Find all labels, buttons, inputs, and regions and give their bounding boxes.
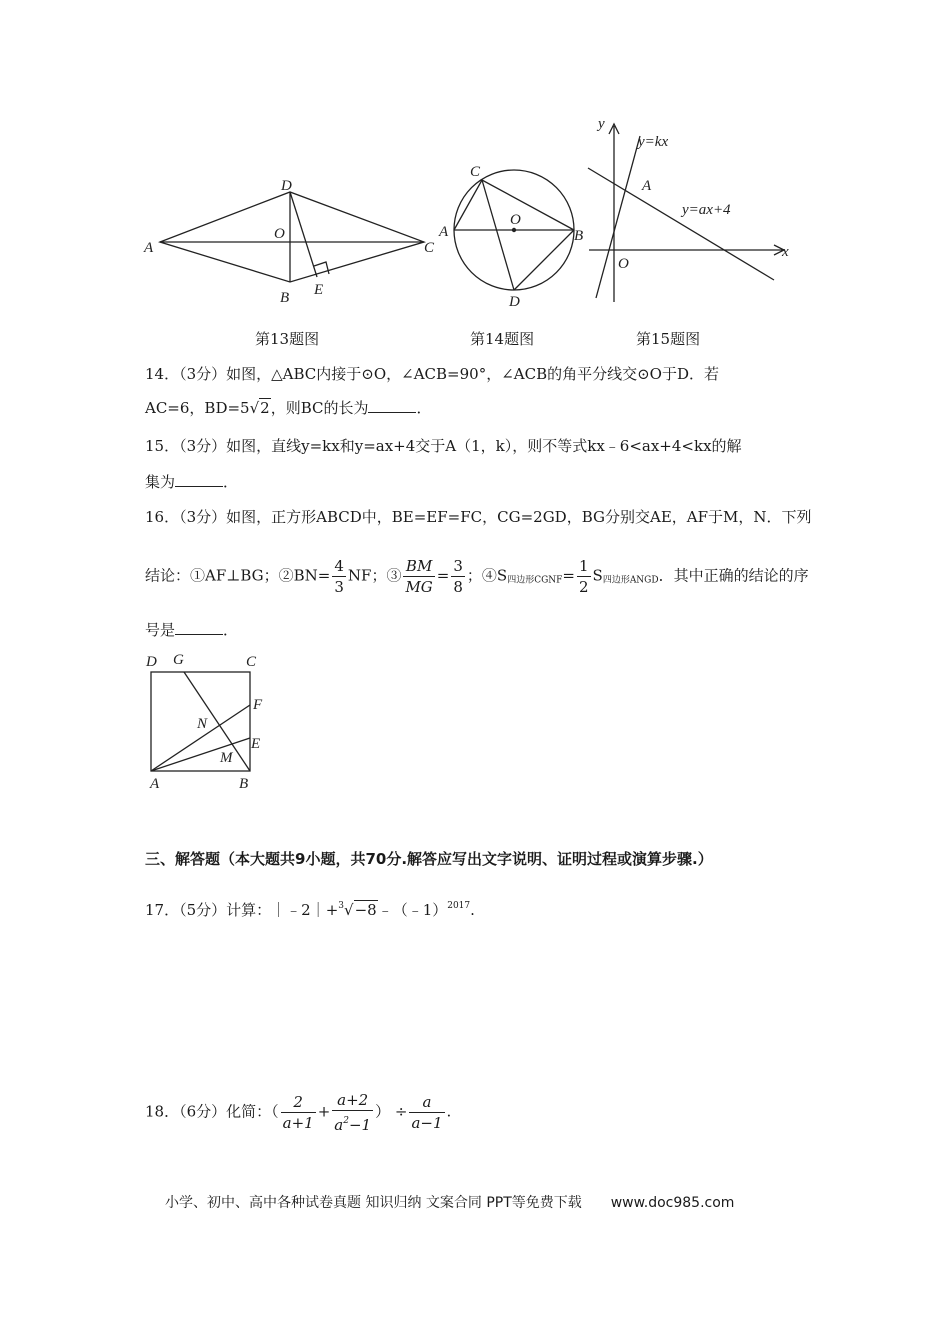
- fig16-label-g: G: [173, 652, 184, 668]
- fig16-label-d: D: [146, 654, 157, 670]
- figure-16: [140, 648, 280, 798]
- q16-frac-1-2: $\frac{1}{2}$: [578, 557, 589, 596]
- section3-heading: 三、解答题（本大题共9小题，共70分.解答应写出文字说明、证明过程或演算步骤.）: [145, 850, 713, 868]
- fig13-label-a: A: [144, 240, 154, 256]
- fig13-label-b: B: [280, 290, 290, 306]
- q18-frac-1: $\frac{2}{a+1}$: [282, 1093, 314, 1132]
- fig16-label-b: B: [239, 776, 249, 792]
- fig16-label-n: N: [197, 716, 208, 732]
- fig15-label-o: O: [618, 256, 629, 272]
- fig16-label-a: A: [150, 776, 160, 792]
- fig15-label-yax4: y=ax+4: [682, 202, 731, 218]
- fig14-label-a: A: [439, 224, 449, 240]
- fig15-label-x: x: [782, 244, 789, 260]
- fig14-label-o: O: [510, 212, 521, 228]
- q17-cube-root: −8: [354, 901, 377, 919]
- figure-14: [436, 158, 596, 308]
- fig13-label-e: E: [314, 282, 324, 298]
- fig16-label-e: E: [251, 736, 261, 752]
- q16-line3: 号是 ．: [145, 621, 239, 639]
- q16-frac-3-8: $\frac{3}{8}$: [453, 557, 463, 596]
- q15-line2: 集为 ．: [145, 473, 239, 491]
- figure-15: [584, 112, 800, 308]
- caption-fig13: 第13题图: [255, 330, 320, 348]
- q16-frac-4-3: $\frac{4}{3}$: [334, 557, 344, 596]
- q16-line1: 16．（3分）如图，正方形ABCD中，BE=EF=FC，CG=2GD，BG分别交AE，AF于M，N．下列: [145, 508, 812, 526]
- caption-fig14: 第14题图: [470, 330, 535, 348]
- fig13-label-d: D: [281, 178, 292, 194]
- q16-frac-bm-mg: $\frac{BM}{MG}$: [405, 557, 433, 596]
- fig16-label-f: F: [253, 697, 263, 713]
- q16-answer-blank[interactable]: [175, 620, 223, 635]
- fig14-label-c: C: [470, 164, 481, 180]
- q14-sqrt: 2: [260, 399, 270, 417]
- q16-conclusions: 结论：①AF⊥BG；②BN= $\frac{4}{3}$ NF；③ $\frac{BM}{MG}$ = $\frac{3}{8}$ ；$④S_{四边形CGNF}=$ $\frac{1}{2}$ $S_{四边形ANGD}$．其中正确的结论的序: [145, 557, 809, 596]
- footer-text: 小学、初中、高中各种试卷真题 知识归纳 文案合同 PPT等免费下载: [165, 1195, 582, 1211]
- fig13-label-o: O: [274, 226, 285, 242]
- fig15-label-a: A: [642, 178, 652, 194]
- q18-frac-2: $\frac{a+2}{a^2-1}$: [334, 1091, 372, 1134]
- q14-line2: AC=6，BD=5√2，则BC的长为 ．: [145, 399, 432, 417]
- fig14-label-d: D: [509, 294, 520, 308]
- q18-frac-3: $\frac{a}{a-1}$: [411, 1093, 443, 1132]
- fig15-label-y: y: [598, 116, 605, 132]
- figure-13: [140, 170, 440, 310]
- q15-answer-blank[interactable]: [175, 472, 223, 487]
- q17-line: 17．（5分）计算：｜﹣2｜+$^3$√−8﹣（﹣1）$^{2017}$.: [145, 901, 475, 919]
- fig15-label-ykx: y=kx: [638, 134, 669, 150]
- q18-line: 18．（6分）化简：（ $\frac{2}{a+1}$ + $\frac{a+2}{a^2-1}$ ） ÷ $\frac{a}{a-1}$ .: [145, 1091, 452, 1134]
- footer-url[interactable]: www.doc985.com: [610, 1195, 735, 1211]
- fig16-label-m: M: [220, 750, 233, 766]
- fig13-label-c: C: [424, 240, 435, 256]
- fig16-label-c: C: [246, 654, 257, 670]
- q14-line1: 14．（3分）如图，△ABC内接于⊙O，∠ACB=90°，∠ACB的角平分线交⊙O于D．若: [145, 365, 719, 383]
- q15-line1: 15．（3分）如图，直线y=kx和y=ax+4交于A（1，k），则不等式kx﹣6<ax+4<kx的解: [145, 437, 742, 455]
- q14-answer-blank[interactable]: [368, 398, 416, 413]
- footer: [165, 1192, 734, 1212]
- fig14-label-b: B: [574, 228, 584, 244]
- caption-fig15: 第15题图: [636, 330, 701, 348]
